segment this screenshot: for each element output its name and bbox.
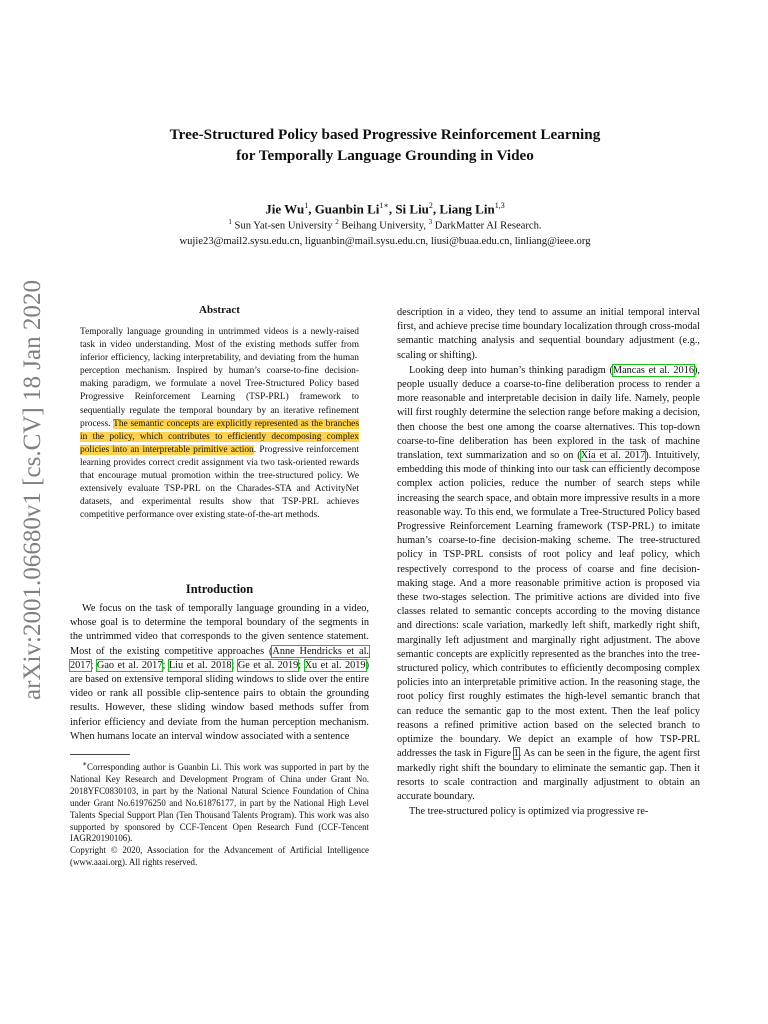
institutions xyxy=(90,215,680,234)
abstract-body xyxy=(80,326,359,522)
footnote-divider xyxy=(70,754,130,755)
right-paragraph-1: description in a video, they tend to assume an initial temporal interval first, and achieve precise time boundary localization through cross-modal semantic matching analysis and sequential boundary adjustment (e.g., scaling or shifting). xyxy=(397,307,700,361)
paper-title xyxy=(90,124,680,166)
author-4-affil: 1,3 xyxy=(494,201,505,210)
title-line-1: Tree-Structured Policy based Progressive Reinforcement Learning xyxy=(169,126,601,143)
institution-1: Sun Yat-sen University xyxy=(231,220,336,232)
title-line-2: for Temporally Language Grounding in Video xyxy=(236,147,534,164)
intro-text-b: ) are based on extensive temporal sliding windows to slide over the entire video or rank all possible clip-sentence pairs to obtain the grounding results. However, these sliding window based methods suffer from inferior efficiency and deviate from the human perception mechanism. When humans locate an interval window associated with a sentence xyxy=(70,659,370,742)
right-text-a: Looking deep into human’s thinking paradigm ( xyxy=(409,364,613,376)
author-2-affil: 1∗ xyxy=(379,201,389,210)
figure-1-link[interactable]: 1 xyxy=(513,748,519,760)
author-emails: wujie23@mail2.sysu.edu.cn, liguanbin@mail.sysu.edu.cn, liusi@buaa.edu.cn, linliang@ieee.org xyxy=(179,235,591,247)
citation-gao[interactable]: Gao et al. 2017 xyxy=(96,659,163,671)
author-3: Si Liu xyxy=(395,201,429,217)
author-3-affil: 2 xyxy=(428,201,433,210)
citation-xu[interactable]: Xu et al. 2019 xyxy=(304,659,366,671)
affil-sup-3: 3 xyxy=(428,218,433,226)
footnote-text: Corresponding author is Guanbin Li. This work was supported in part by the National Key Research and Development Program of China under Grant No. 2018YFC0830103, in part by the National Natural Science Foundation of China under Grant No.61976250 and No.61876177, in part by the National High Level Talents Special Support Plan (Ten Thousand Talents Program). This work was also supported by sponsored by CCF-Tencent Open Research Fund (CCF-Tencent IAGR20190106). xyxy=(70,761,369,844)
institution-3: DarkMatter AI Research. xyxy=(432,220,542,232)
institution-2: Beihang University, xyxy=(338,220,429,232)
citation-liu[interactable]: Liu et al. 2018 xyxy=(168,659,232,671)
footnote xyxy=(70,758,369,869)
intro-paragraph-1 xyxy=(70,602,369,744)
citation-ge[interactable]: Ge et al. 2019 xyxy=(237,659,299,671)
copyright-notice: Copyright © 2020, Association for the Advancement of Artificial Intelligence (www.aaai.org). All rights reserved. xyxy=(70,845,369,868)
author-list: Jie Wu$^1$, Guanbin $Li^{1∗}$, Si Liu$^2$, Liang Lin$^{1,3}$ xyxy=(265,201,505,217)
cite-separator: ; xyxy=(90,659,97,671)
citation-mancas[interactable]: Mancas et al. 2016 xyxy=(612,364,694,376)
introduction-heading: Introduction xyxy=(185,582,254,596)
affil-sup-1: 1 xyxy=(228,218,232,226)
right-text-b: ), people usually deduce a coarse-to-fine deliberation process to render a more reasonable and interpretable decision in daily life. Namely, people will first roughly determine the selection range before making a decision, then choose the best one among the coarse alternatives. This top-down coarse-to-fine deliberation has been explored in the task of machine translation, text summarization and so on ( xyxy=(397,364,701,462)
arxiv-id-text: arXiv:2001.06680v1 [cs.CV] 18 Jan 2020 xyxy=(17,280,46,700)
abstract-text-1: Temporally language grounding in untrimmed videos is a newly-raised task in video understanding. Most of the existing methods suffer from inferior efficiency, lacking interpretability, and deviating from the human perception mechanism. Inspired by human’s coarse-to-fine decision-making paradigm, we formulate a novel Tree-Structured Policy based Progressive Reinforcement Learning (TSP-PRL) framework to sequentially regulate the temporal boundary by an iterative refinement process. xyxy=(80,327,359,429)
cite-separator: ; xyxy=(298,659,305,671)
author-1-affil: 1 xyxy=(304,201,309,210)
citation-xia[interactable]: Xia et al. 2017 xyxy=(580,450,646,462)
author-2: Guanbin Li xyxy=(314,201,380,217)
author-4: Liang Lin xyxy=(439,201,495,217)
right-paragraph-3: The tree-structured policy is optimized via progressive re- xyxy=(409,806,649,818)
citation-anne-hendricks[interactable]: Anne Hendricks et al. 2017 xyxy=(70,645,369,671)
footnote-marker: ∗ xyxy=(82,759,88,768)
right-text-d: . As can be seen in the figure, the agent first markedly right shift the boundary to eliminate the semantic gap. Then it resorts to scale contraction and marginally adjustment to obtain an accurate boundary. xyxy=(397,748,700,802)
intro-text-a: We focus on the task of temporally language grounding in a video, whose goal is to determine the temporal boundary of the segments in the untrimmed video that corresponds to the given sentence statement. Most of the existing competitive approaches ( xyxy=(70,603,369,657)
affiliations xyxy=(90,215,680,249)
footnote-funding xyxy=(70,758,369,845)
right-column xyxy=(397,306,700,820)
cite-separator: ; xyxy=(162,659,169,671)
abstract-heading: Abstract xyxy=(199,304,240,316)
affil-sup-2: 2 xyxy=(335,218,339,226)
right-paragraph-2 xyxy=(397,364,700,804)
abstract-highlight: The semantic concepts are explicitly represented as the branches in the policy, which contributes to efficiently decomposing complex policies into an interpretable primitive action xyxy=(80,418,359,455)
introduction-body xyxy=(70,602,369,744)
arxiv-identifier xyxy=(2,280,52,700)
right-text-c: ). Intuitively, embedding this mode of thinking into our task can efficiently decompose complex action policies, reduce the number of search steps while increasing the search space, and obtain more impressive results in a more reasonable way. To this end, we formulate a Tree-Structured Policy based Progressive Reinforcement Learning framework (TSP-PRL) to imitate human’s coarse-to-fine decision-making scheme. The tree-structured policy in TSP-PRL consists of root policy and leaf policy, which respectively correspond to the process of coarse and fine decision-making stage. And a more reasonable primitive action is proposed via these two-stages selection. The primitive actions are divided into five classes related to semantic concepts according to the moving distance and directions: scale variation, markedly left shift, markedly right shift, marginally left adjustment and marginally right adjustment. The above semantic concepts are explicitly represented as the branches into the tree-structured policy, which contributes to efficiently decomposing complex policies into an interpretable primitive action. In the reasoning stage, the root policy first roughly estimates the high-level semantic branch that can reduce the semantic gap to the most extent. Then the leaf policy reasons a refined primitive action based on the selected branch to optimize the boundary. We depict an example of how TSP-PRL addresses the task in Figure xyxy=(397,450,700,760)
cite-separator: ; xyxy=(231,659,238,671)
abstract-text-2: . Progressive reinforcement learning provides correct credit assignment via two task-oriented rewards that encourage mutual promotion within the tree-structured policy. We extensively evaluate TSP-PRL on the Charades-STA and ActivityNet datasets, and experimental results show that TSP-PRL achieves competitive performance over existing state-of-the-art methods. xyxy=(80,444,359,521)
author-1: Jie Wu xyxy=(265,201,305,217)
